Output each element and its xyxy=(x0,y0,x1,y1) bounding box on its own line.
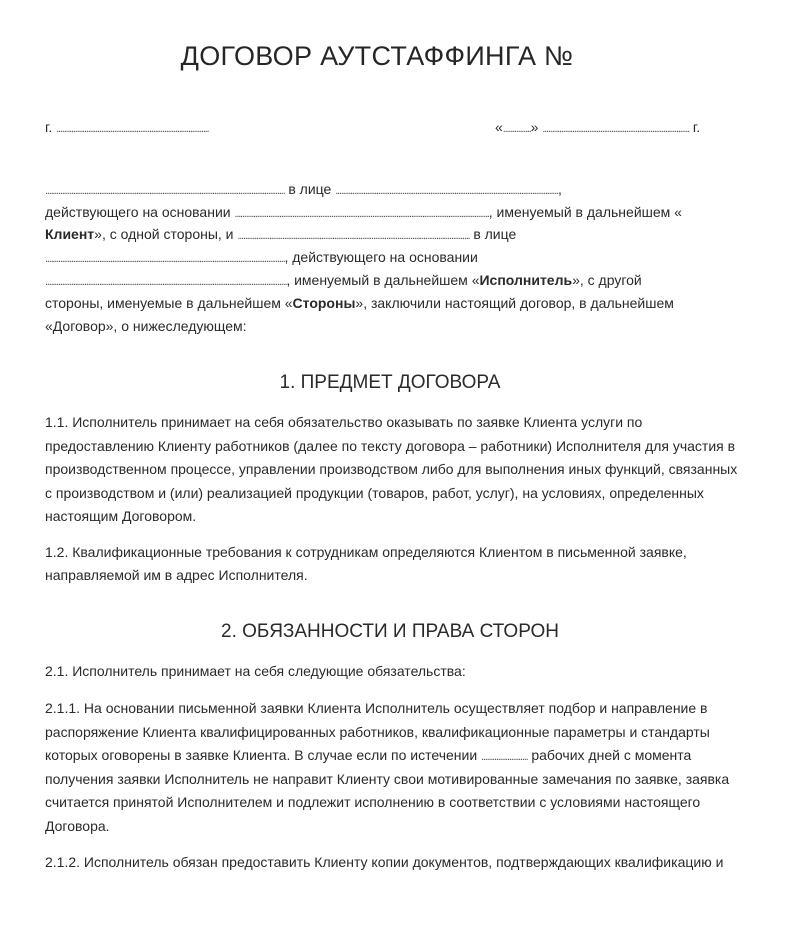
year-suffix: г. xyxy=(692,119,701,135)
s2-p2-line: считается принятой Исполнителем и подлежит исполнению в соответствии с условиями настоящего xyxy=(45,794,701,810)
place-blank: .................................................................................. xyxy=(56,123,209,135)
s2-p1: 2.1. Исполнитель принимает на себя следующие обязательства: xyxy=(45,663,466,679)
date-close: » xyxy=(530,119,539,135)
s2-p3: 2.1.2. Исполнитель обязан предоставить Клиенту копии документов, подтверждающих квалификацию и xyxy=(45,854,724,870)
s1-p1-line: настоящим Договором. xyxy=(45,508,197,524)
executor-term: Исполнитель xyxy=(479,272,573,288)
sides-line-pre: стороны, именуемые в дальнейшем « xyxy=(45,295,293,311)
named-exec-pre: , именуемый в дальнейшем « xyxy=(286,272,480,288)
acting-basis-label-2: , действующего на основании xyxy=(284,249,478,265)
document-title: ДОГОВОР АУТСТАФФИНГА № xyxy=(180,41,574,71)
one-side-text: », с одной стороны, и xyxy=(94,226,234,242)
preamble-line-5 xyxy=(45,272,642,291)
preamble-line-4 xyxy=(45,249,478,268)
preamble-line-2 xyxy=(45,204,682,223)
client-name-blank: ................................................................................................................................. xyxy=(45,185,285,197)
section-1-heading: 1. ПРЕДМЕТ ДОГОВОРА xyxy=(279,372,501,393)
s2-p2-line: распоряжение Клиента квалифицированных работников, квалификационные параметры и стандарты xyxy=(45,724,710,740)
s1-p1-line: 1.1. Исполнитель принимает на себя обязательство оказывать по заявке Клиента услуги по xyxy=(45,414,643,430)
days-blank: ......................... xyxy=(481,751,528,763)
s2-p2-l3-post: рабочих дней с момента xyxy=(531,747,692,763)
s2-p2-line: Договора. xyxy=(45,818,110,834)
sides-term: Стороны xyxy=(292,295,356,311)
s2-p2-line: 2.1.1. На основании письменной заявки Клиента Исполнитель осуществляет подбор и направление в xyxy=(45,700,708,716)
named-client-pre: , именуемый в дальнейшем « xyxy=(488,204,682,220)
s2-p2-line-3 xyxy=(45,747,691,766)
s1-p2-line: направляемой им в адрес Исполнителя. xyxy=(45,567,308,583)
executor-rep-blank: ................................................................................................................................. xyxy=(45,253,285,265)
date-open: « xyxy=(495,119,503,135)
preamble-line-1: ................................................................................................................................. в лице ........................................................................................................................, xyxy=(45,181,562,197)
executor-name-blank: ............................................................................................................................. xyxy=(237,230,470,242)
other-side-text: », с другой xyxy=(572,272,642,288)
s2-p2-line: получения заявки Исполнитель не направит Клиенту свои мотивированные замечания по заявке, заявка xyxy=(45,771,730,787)
preamble-line-7: «Договор», о нижеследующем: xyxy=(45,318,247,334)
in-person-label-2: в лице xyxy=(473,226,517,242)
s1-p2-line: 1.2. Квалификационные требования к сотрудникам определяются Клиентом в письменной заявке, xyxy=(45,544,687,560)
acting-basis-label: действующего на основании xyxy=(45,204,231,220)
preamble-line-3 xyxy=(45,226,516,245)
executor-basis-blank: .................................................................................................................................. xyxy=(45,276,287,288)
sides-line-post: », заключили настоящий договор, в дальнейшем xyxy=(355,295,674,311)
s1-p1-line: с производством и (или) реализацией продукции (товаров, работ, услуг), на условиях, определенных xyxy=(45,485,704,501)
day-blank: ............... xyxy=(502,123,531,135)
section-2-heading: 2. ОБЯЗАННОСТИ И ПРАВА СТОРОН xyxy=(221,621,559,642)
place-label: г. xyxy=(45,119,53,135)
client-term: Клиент xyxy=(45,226,95,242)
client-rep-blank: ........................................................................................................................ xyxy=(335,185,558,197)
preamble-line-6 xyxy=(45,295,674,312)
s2-p2-l3-pre: которых оговорены в заявке Клиента. В случае если по истечении xyxy=(45,747,478,763)
client-basis-blank: ......................................................................................................................................... xyxy=(234,208,489,220)
date-line xyxy=(495,119,700,138)
month-year-blank: ............................................................................... xyxy=(542,123,689,135)
s1-p1-line: производственном процессе, управлении производством либо для выполнения иных функций, связанных xyxy=(45,461,738,477)
s1-p1-line: предоставлению Клиенту работников (далее по тексту договора – работники) Исполнителя для участия в xyxy=(45,438,736,454)
in-person-label: в лице xyxy=(288,181,332,197)
place-line xyxy=(45,119,208,138)
